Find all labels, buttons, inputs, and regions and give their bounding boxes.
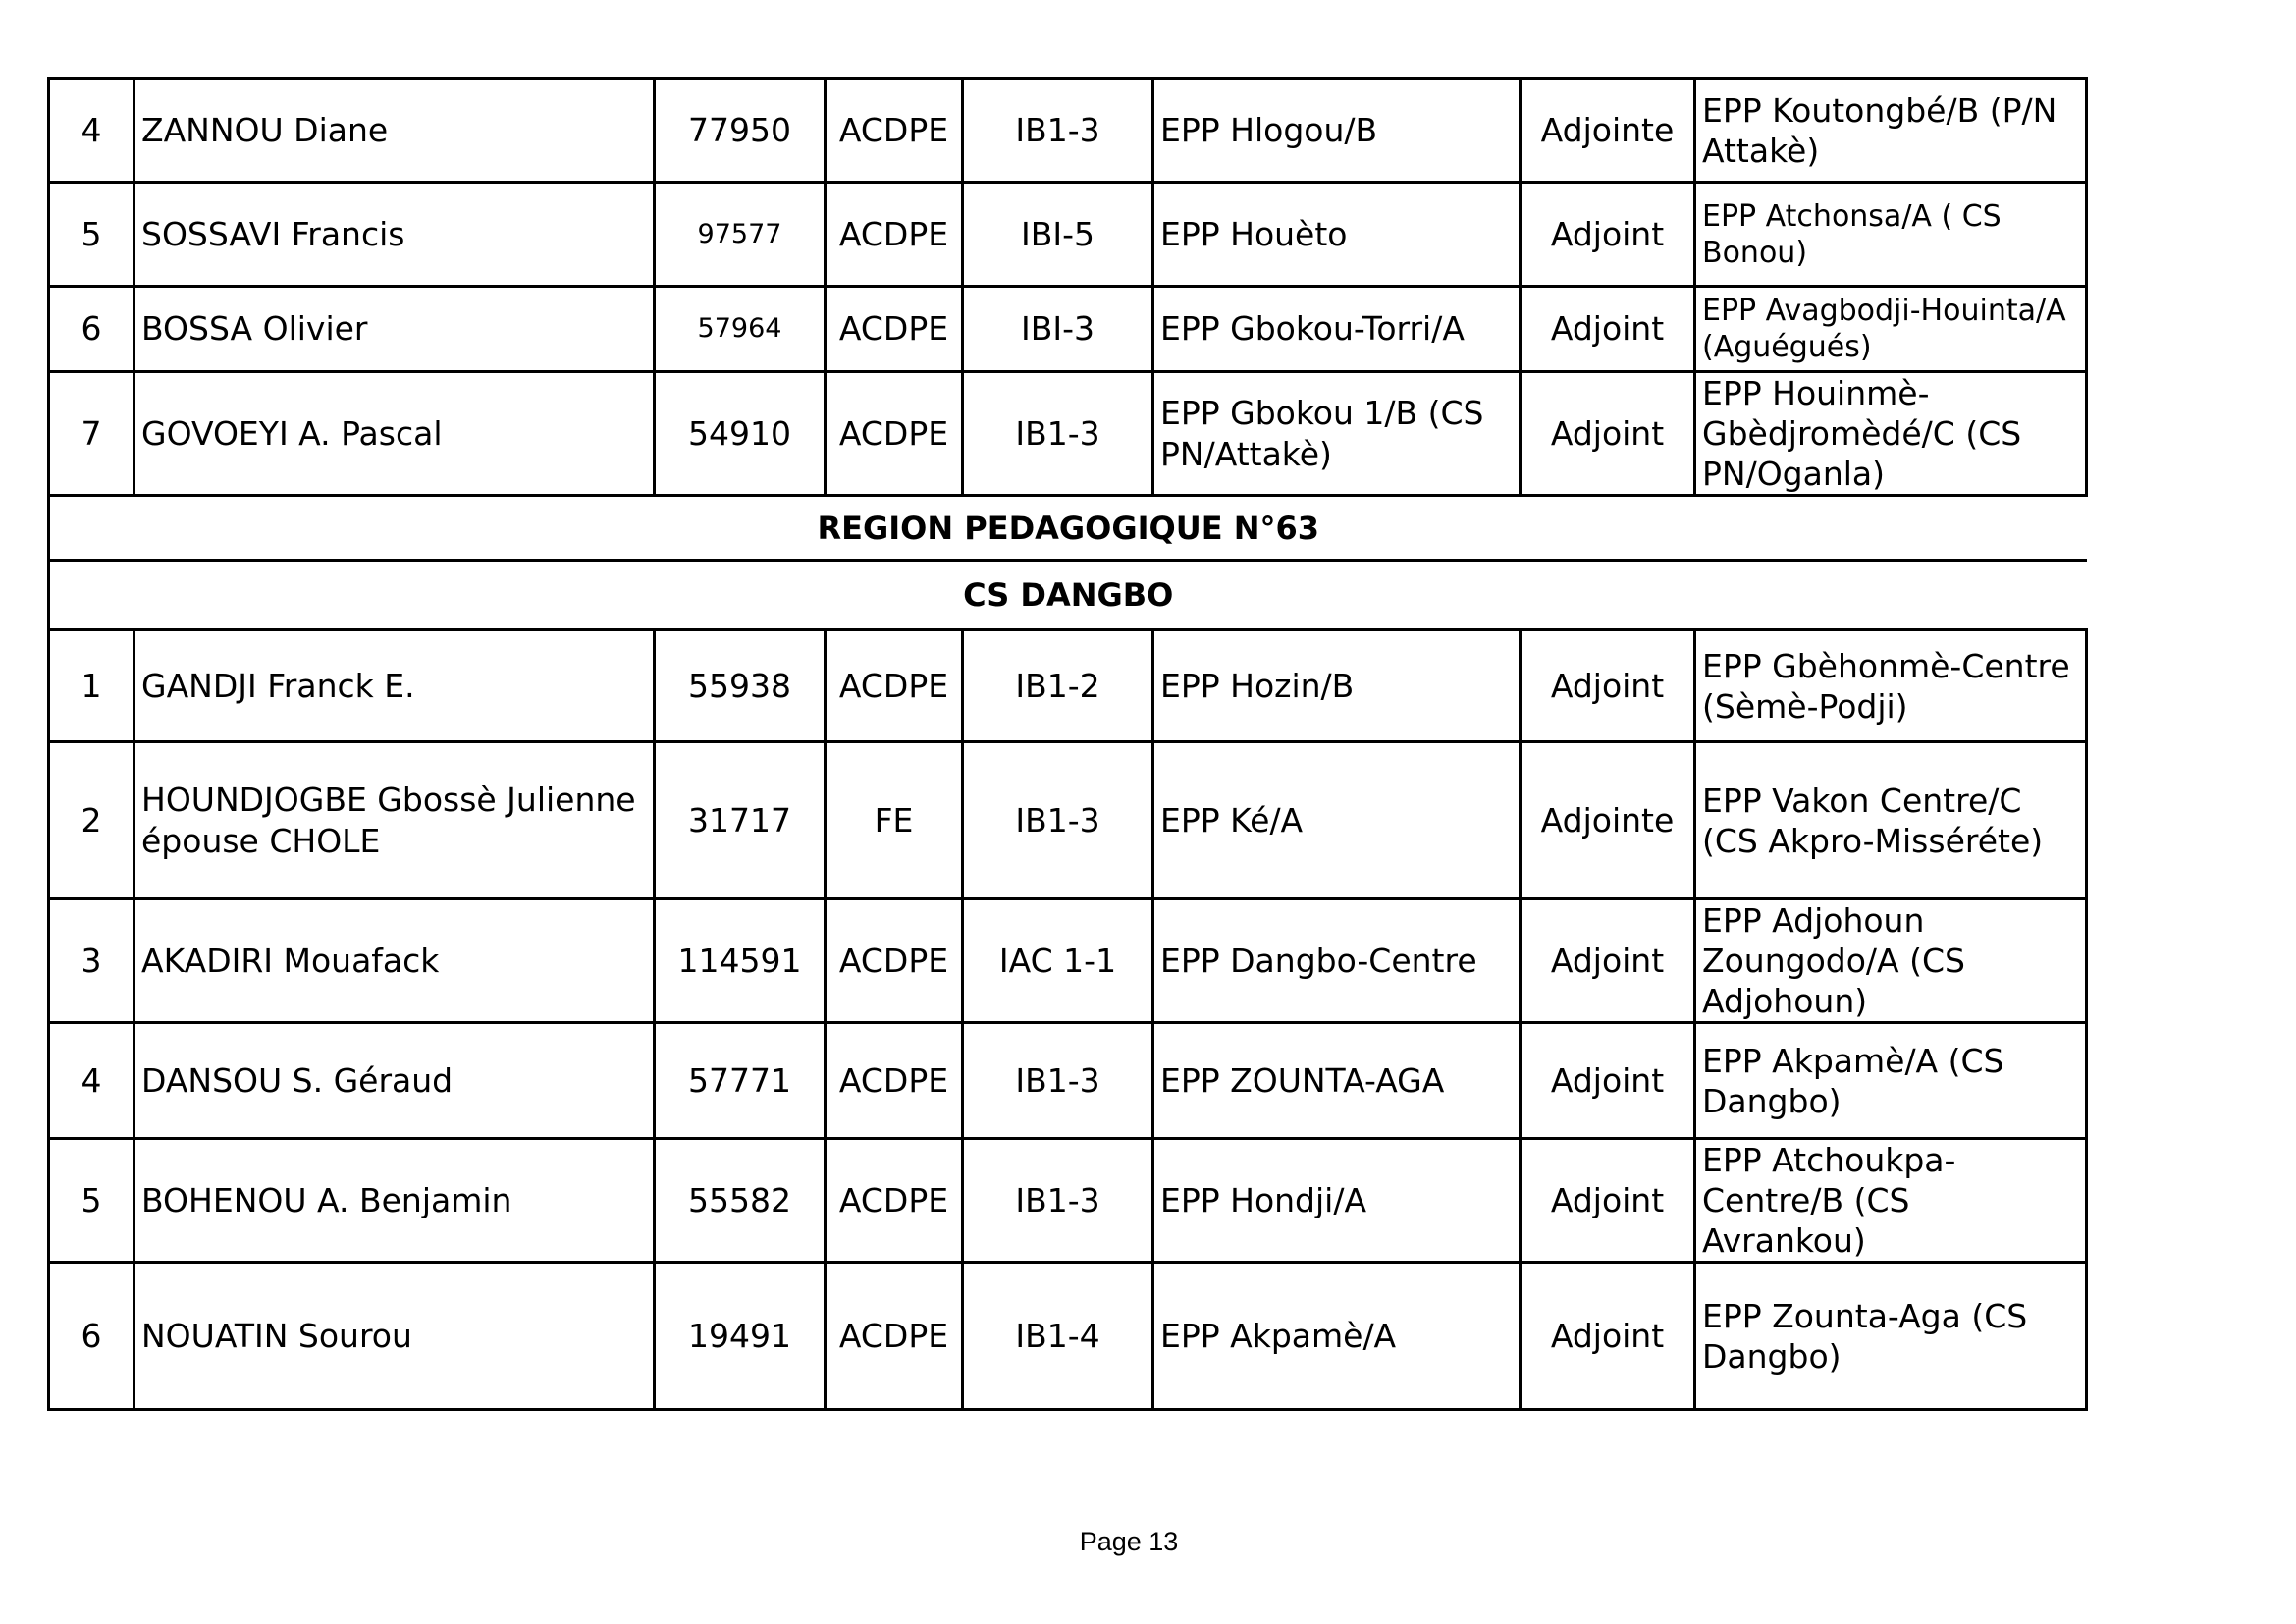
table-row [49, 630, 2087, 742]
grade: IB1-3 [963, 372, 1153, 496]
table-row [49, 1263, 2087, 1410]
grade: IBI-5 [963, 183, 1153, 287]
row-number: 2 [49, 742, 134, 899]
fonction: Adjoint [1521, 899, 1695, 1023]
teacher-name: NOUATIN Sourou [134, 1263, 655, 1410]
fonction: Adjoint [1521, 630, 1695, 742]
grade: IB1-4 [963, 1263, 1153, 1410]
teacher-name: DANSOU S. Géraud [134, 1023, 655, 1139]
matricule: 55582 [655, 1139, 826, 1263]
fonction: Adjointe [1521, 79, 1695, 183]
section-heading-row [49, 561, 2087, 630]
teacher-name: BOHENOU A. Benjamin [134, 1139, 655, 1263]
grade: IB1-3 [963, 1023, 1153, 1139]
fonction: Adjoint [1521, 1263, 1695, 1410]
matricule: 97577 [655, 183, 826, 287]
ecole-destination: EPP Vakon Centre/C (CS Akpro-Misséréte) [1695, 742, 2087, 899]
section-heading-row [49, 496, 2087, 561]
ecole-destination: EPP Atchonsa/A ( CS Bonou) [1695, 183, 2087, 287]
row-number: 4 [49, 1023, 134, 1139]
categorie: ACDPE [826, 899, 963, 1023]
grade: IBI-3 [963, 287, 1153, 372]
table-row [49, 79, 2087, 183]
table-row [49, 287, 2087, 372]
ecole-destination: EPP Koutongbé/B (P/N Attakè) [1695, 79, 2087, 183]
teacher-name: SOSSAVI Francis [134, 183, 655, 287]
table-row [49, 1139, 2087, 1263]
row-number: 6 [49, 1263, 134, 1410]
ecole-destination: EPP Atchoukpa-Centre/B (CS Avrankou) [1695, 1139, 2087, 1263]
categorie: ACDPE [826, 630, 963, 742]
ecole-destination: EPP Adjohoun Zoungodo/A (CS Adjohoun) [1695, 899, 2087, 1023]
row-number: 4 [49, 79, 134, 183]
ecole-origine: EPP Hlogou/B [1153, 79, 1521, 183]
grade: IB1-3 [963, 742, 1153, 899]
ecole-destination: EPP Gbèhonmè-Centre (Sèmè-Podji) [1695, 630, 2087, 742]
grade: IB1-3 [963, 1139, 1153, 1263]
teacher-name: AKADIRI Mouafack [134, 899, 655, 1023]
ecole-destination: EPP Zounta-Aga (CS Dangbo) [1695, 1263, 2087, 1410]
matricule: 57771 [655, 1023, 826, 1139]
page-number: Page 13 [1079, 1527, 1179, 1556]
matricule: 57964 [655, 287, 826, 372]
grade: IB1-2 [963, 630, 1153, 742]
table-row [49, 183, 2087, 287]
matricule: 31717 [655, 742, 826, 899]
row-number: 6 [49, 287, 134, 372]
categorie: ACDPE [826, 1023, 963, 1139]
matricule: 114591 [655, 899, 826, 1023]
ecole-origine: EPP Ké/A [1153, 742, 1521, 899]
row-number: 1 [49, 630, 134, 742]
matricule: 55938 [655, 630, 826, 742]
teacher-name: HOUNDJOGBE Gbossè Julienne épouse CHOLE [134, 742, 655, 899]
teacher-name: ZANNOU Diane [134, 79, 655, 183]
fonction: Adjoint [1521, 183, 1695, 287]
ecole-origine: EPP Akpamè/A [1153, 1263, 1521, 1410]
teacher-name: BOSSA Olivier [134, 287, 655, 372]
row-number: 5 [49, 183, 134, 287]
categorie: ACDPE [826, 1263, 963, 1410]
ecole-origine: EPP ZOUNTA-AGA [1153, 1023, 1521, 1139]
fonction: Adjoint [1521, 287, 1695, 372]
ecole-origine: EPP Gbokou 1/B (CS PN/Attakè) [1153, 372, 1521, 496]
table-row [49, 899, 2087, 1023]
cs-heading: CS DANGBO [49, 561, 2087, 630]
fonction: Adjoint [1521, 372, 1695, 496]
personnel-table [47, 77, 2088, 1411]
categorie: ACDPE [826, 79, 963, 183]
row-number: 5 [49, 1139, 134, 1263]
ecole-origine: EPP Houèto [1153, 183, 1521, 287]
row-number: 7 [49, 372, 134, 496]
teacher-name: GOVOEYI A. Pascal [134, 372, 655, 496]
grade: IAC 1-1 [963, 899, 1153, 1023]
table-row [49, 742, 2087, 899]
fonction: Adjoint [1521, 1139, 1695, 1263]
ecole-origine: EPP Hozin/B [1153, 630, 1521, 742]
region-heading: REGION PEDAGOGIQUE N°63 [49, 496, 2087, 561]
ecole-destination: EPP Avagbodji-Houinta/A (Aguégués) [1695, 287, 2087, 372]
ecole-destination: EPP Houinmè-Gbèdjromèdé/C (CS PN/Oganla) [1695, 372, 2087, 496]
ecole-destination: EPP Akpamè/A (CS Dangbo) [1695, 1023, 2087, 1139]
categorie: ACDPE [826, 183, 963, 287]
ecole-origine: EPP Dangbo-Centre [1153, 899, 1521, 1023]
table-row [49, 372, 2087, 496]
matricule: 54910 [655, 372, 826, 496]
matricule: 77950 [655, 79, 826, 183]
categorie: ACDPE [826, 287, 963, 372]
fonction: Adjoint [1521, 1023, 1695, 1139]
grade: IB1-3 [963, 79, 1153, 183]
categorie: FE [826, 742, 963, 899]
teacher-name: GANDJI Franck E. [134, 630, 655, 742]
ecole-origine: EPP Gbokou-Torri/A [1153, 287, 1521, 372]
table-row [49, 1023, 2087, 1139]
matricule: 19491 [655, 1263, 826, 1410]
categorie: ACDPE [826, 372, 963, 496]
fonction: Adjointe [1521, 742, 1695, 899]
row-number: 3 [49, 899, 134, 1023]
ecole-origine: EPP Hondji/A [1153, 1139, 1521, 1263]
categorie: ACDPE [826, 1139, 963, 1263]
